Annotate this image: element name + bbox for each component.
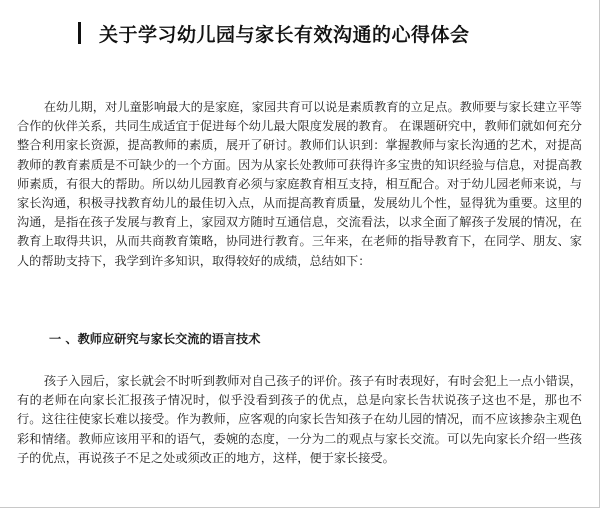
- title-accent-bar: [78, 22, 81, 44]
- intro-paragraph: 在幼儿期，对儿童影响最大的是家庭，家园共育可以说是素质教育的立足点。教师要与家长建立平等合作的伙伴关系，共同生成适宜于促进每个幼儿最大限度发展的教育。 在课题研究中，教师们就如何充分整合利用家长资源，提高教师的素质，展开了研讨。教师们认识到：掌握教师与家长沟通的艺术，对提高教师的教育素质是不可缺少的一个方面。因为从家长处教师可获得许多宝贵的知识经验与信息，对提高教师素质，有很大的帮助。所以幼儿园教育必须与家庭教育相互支持，相互配合。对于幼儿园老师来说，与家长沟通，积极寻找教育幼儿的最佳切入点，从而提高教育质量，发展幼儿个性，显得犹为重要。这里的沟通，是指在孩子发展与教育上，家园双方随时互通信息，交流看法，以求全面了解孩子发展的情况，在教育上取得共识，从而共商教育策略，协同进行教育。三年来，在老师的指导教育下，在同学、朋友、家人的帮助支持下，我学到许多知识，取得较好的成绩，总结如下：: [17, 100, 582, 268]
- page-title: 关于学习幼儿园与家长有效沟通的心得体会: [99, 23, 470, 46]
- title-row: [78, 20, 470, 46]
- section-paragraph: 孩子入园后，家长就会不时听到教师对自己孩子的评价。孩子有时表现好，有时会犯上一点小错误，有的老师在向家长汇报孩子情况时，似乎没看到孩子的优点，总是向家长告状说孩子这也不是，那也不行。这往往使家长难以接受。作为教师，应客观的向家长告知孩子在幼儿园的情况，而不应该掺杂主观色彩和情绪。教师应该用平和的语气，委婉的态度，一分为二的观点与家长交流。可以先向家长介绍一些孩子的优点，再说孩子不足之处或须改正的地方，这样，便于家长接受。: [17, 374, 582, 465]
- section-heading: 一 、教师应研究与家长交流的语言技术: [49, 332, 261, 346]
